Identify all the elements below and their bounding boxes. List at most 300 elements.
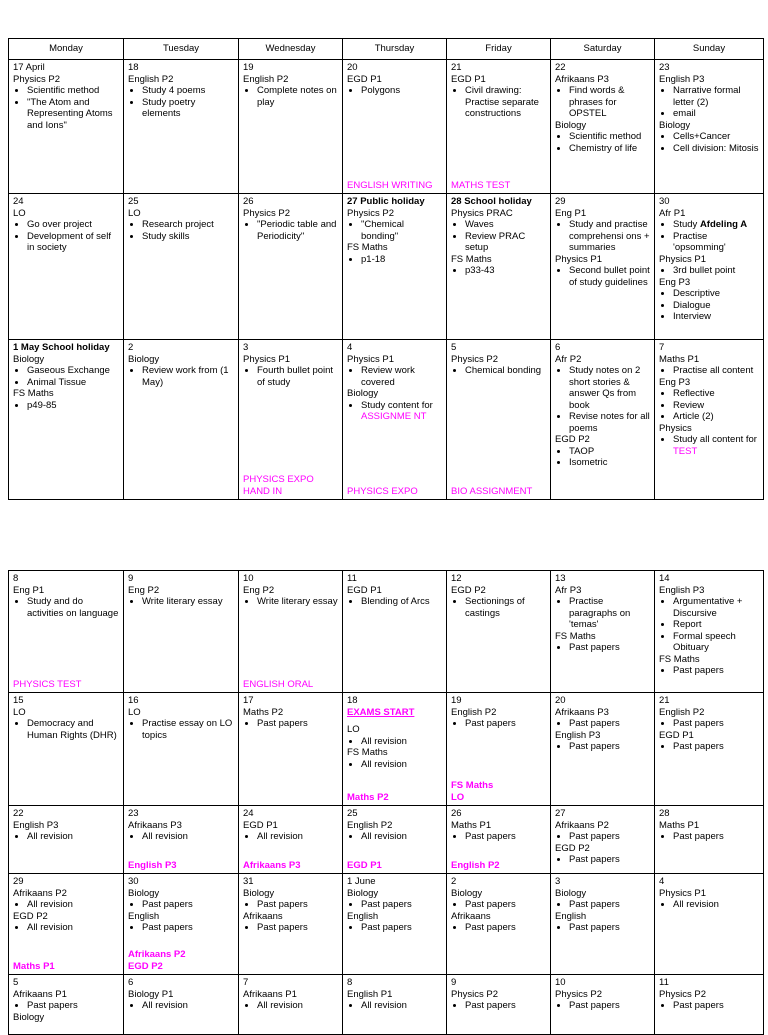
date-label: 24	[13, 196, 24, 207]
task-item	[673, 434, 759, 457]
date-label: 20	[555, 695, 566, 706]
task-list	[659, 434, 759, 457]
task-list	[659, 365, 759, 377]
subject-label: Physics P1	[347, 353, 394, 365]
subject-label: English	[347, 910, 379, 922]
subject-label: English	[555, 910, 587, 922]
day-cell[interactable]	[447, 571, 551, 693]
day-header-saturday: Saturday	[551, 39, 655, 60]
subject-label: English P2	[128, 73, 174, 85]
date-label: 16	[128, 695, 139, 706]
subject-label: Eng P3	[659, 376, 691, 388]
task-item: • Research project	[142, 219, 234, 231]
task-list	[128, 596, 234, 608]
task-item: • Review work covered	[361, 365, 442, 388]
task-item: • Review work from (1 May)	[142, 365, 234, 388]
day-cell[interactable]	[343, 340, 447, 500]
task-list	[659, 899, 759, 911]
exam-tag: Maths P1	[13, 960, 55, 972]
task-list	[128, 922, 234, 934]
day-cell[interactable]	[343, 693, 447, 806]
task-list	[555, 642, 650, 654]
day-cell[interactable]	[447, 975, 551, 1035]
task-item: • p49-85	[27, 400, 119, 412]
event-tag: ENGLISH ORAL	[243, 678, 314, 690]
day-cell[interactable]	[124, 194, 239, 340]
task-list	[451, 85, 546, 120]
subject-label: English	[128, 910, 160, 922]
week-row-8	[9, 975, 764, 1035]
day-cell[interactable]	[655, 975, 764, 1035]
subject-label: Physics	[659, 422, 692, 434]
task-item: • Argumentative + Discursive	[673, 596, 759, 619]
subject-label: Biology	[13, 353, 45, 365]
subject-label: FS Maths	[347, 242, 388, 253]
date-label: 9	[128, 573, 134, 584]
subject-label: Eng P2	[243, 584, 275, 596]
subject-label: LO	[128, 207, 141, 219]
task-item: • Cells+Cancer	[673, 131, 759, 143]
day-cell[interactable]	[655, 806, 764, 874]
day-cell[interactable]	[551, 60, 655, 194]
subject-label: Eng P3	[659, 276, 691, 288]
day-cell[interactable]	[551, 975, 655, 1035]
task-list	[128, 219, 234, 242]
task-list	[243, 85, 338, 108]
task-list	[347, 596, 442, 608]
week-row-7	[9, 874, 764, 975]
date-label: 21	[451, 62, 462, 73]
exam-tag-group	[128, 949, 186, 972]
day-cell[interactable]	[447, 340, 551, 500]
task-list	[451, 718, 546, 730]
day-cell[interactable]	[343, 571, 447, 693]
week-row-5	[9, 693, 764, 806]
task-item: • Study and do activities on language	[27, 596, 119, 619]
task-list	[451, 922, 546, 934]
day-cell[interactable]	[447, 693, 551, 806]
task-item: • Study notes on 2 short stories & answer Qs from book	[569, 365, 650, 411]
day-cell[interactable]	[655, 194, 764, 340]
task-item: • Past papers	[569, 718, 650, 730]
exam-tag: English P3	[128, 859, 177, 871]
subject-label: EGD P2	[555, 842, 590, 854]
task-item: • Past papers	[569, 922, 650, 934]
task-item: • Past papers	[569, 642, 650, 654]
subject-label: Physics P2	[659, 988, 706, 1000]
subject-label: Maths P1	[659, 819, 700, 831]
task-list	[659, 85, 759, 120]
day-cell[interactable]	[124, 874, 239, 975]
day-cell[interactable]	[343, 806, 447, 874]
subject-label: Physics P1	[659, 887, 706, 899]
exam-tag-group	[451, 780, 493, 803]
date-label: 15	[13, 695, 24, 706]
date-label: 26	[451, 808, 462, 819]
task-item: • "Periodic table and Periodicity"	[257, 219, 338, 242]
date-label: 22	[555, 62, 566, 73]
task-list	[243, 718, 338, 730]
task-item: • Revise notes for all poems	[569, 411, 650, 434]
day-cell[interactable]	[124, 571, 239, 693]
task-item: • Study skills	[142, 231, 234, 243]
task-item: • Past papers	[673, 718, 759, 730]
exam-tag: Maths P2	[347, 791, 389, 803]
task-item: • Reflective	[673, 388, 759, 400]
task-item: • All revision	[361, 759, 442, 771]
date-label: 23	[659, 62, 670, 73]
exam-tag: LO	[451, 791, 465, 803]
day-cell[interactable]	[239, 340, 343, 500]
task-list	[243, 365, 338, 388]
subject-label: Maths P1	[659, 353, 700, 365]
task-item: • Past papers	[673, 831, 759, 843]
task-item: • Past papers	[569, 741, 650, 753]
task-item: • "Chemical bonding"	[361, 219, 442, 242]
subject-label: Physics P2	[347, 207, 394, 219]
task-item: • Past papers	[673, 1000, 759, 1012]
day-cell[interactable]	[9, 60, 124, 194]
task-item: • Practise paragraphs on 'temas'	[569, 596, 650, 631]
task-item: • Past papers	[465, 899, 546, 911]
task-item: • All revision	[361, 1000, 442, 1012]
day-cell[interactable]	[124, 806, 239, 874]
task-list	[451, 1000, 546, 1012]
task-list	[347, 400, 442, 423]
task-item: • Civil drawing: Practise separate constructions	[465, 85, 546, 120]
day-cell[interactable]	[9, 571, 124, 693]
subject-label: Afr P2	[555, 353, 582, 365]
subject-label: English P3	[13, 819, 59, 831]
subject-label: EGD P1	[659, 729, 694, 741]
task-item: • Narrative formal letter (2)	[673, 85, 759, 108]
date-label: 18	[347, 695, 358, 706]
task-text: Study	[673, 219, 700, 230]
task-list	[347, 219, 442, 242]
task-item: • Past papers	[361, 922, 442, 934]
subject-label: Biology	[347, 388, 379, 399]
day-cell[interactable]	[655, 874, 764, 975]
day-cell[interactable]	[239, 60, 343, 194]
day-cell[interactable]	[124, 60, 239, 194]
exam-start-label: EXAMS START	[347, 706, 415, 718]
date-label: 3	[243, 342, 249, 353]
subject-label: Biology	[128, 353, 160, 365]
subject-label: Afrikaans P1	[243, 988, 297, 1000]
day-header-tuesday: Tuesday	[124, 39, 239, 60]
day-cell[interactable]	[447, 60, 551, 194]
task-list	[659, 596, 759, 654]
task-list	[347, 831, 442, 843]
subject-label: EGD P2	[13, 910, 48, 922]
task-list	[243, 1000, 338, 1012]
task-item: • 3rd bullet point	[673, 265, 759, 277]
subject-label: Maths P2	[243, 706, 284, 718]
subject-label: Biology	[347, 887, 379, 899]
task-item: • All revision	[27, 922, 119, 934]
subject-label: English P3	[659, 584, 705, 596]
day-header-wednesday: Wednesday	[239, 39, 343, 60]
day-header-thursday: Thursday	[343, 39, 447, 60]
subject-label: English P2	[243, 73, 289, 85]
task-item: • Past papers	[673, 741, 759, 753]
task-item: • Past papers	[257, 922, 338, 934]
date-label: 1 June	[347, 876, 376, 887]
day-header-row	[9, 39, 764, 60]
subject-label: LO	[128, 706, 141, 718]
task-list	[128, 85, 234, 120]
date-label: 5	[13, 977, 19, 988]
subject-label: Physics P1	[659, 253, 706, 265]
task-item: • Isometric	[569, 457, 650, 469]
date-label: 29	[555, 196, 566, 207]
date-label: 29	[13, 876, 24, 887]
date-label: 3	[555, 876, 561, 887]
task-item: • Democracy and Human Rights (DHR)	[27, 718, 119, 741]
day-cell[interactable]	[343, 874, 447, 975]
task-text: Study content for	[361, 399, 433, 411]
task-item: • All revision	[257, 1000, 338, 1012]
task-list	[555, 899, 650, 911]
day-cell[interactable]	[239, 874, 343, 975]
task-list	[13, 219, 119, 254]
subject-label: Biology	[13, 1011, 45, 1023]
day-cell[interactable]	[9, 693, 124, 806]
task-list	[659, 131, 759, 154]
task-highlight: TEST	[673, 445, 698, 457]
task-item: • Past papers	[569, 831, 650, 843]
day-cell[interactable]	[655, 340, 764, 500]
day-cell[interactable]	[655, 693, 764, 806]
task-list	[555, 741, 650, 753]
date-label: 6	[128, 977, 134, 988]
subject-label: FS Maths	[13, 388, 54, 399]
subject-label: Eng P1	[555, 207, 587, 219]
date-label: 30	[659, 196, 670, 207]
task-list	[128, 831, 234, 843]
day-cell[interactable]	[447, 874, 551, 975]
task-list	[243, 922, 338, 934]
task-item: • Past papers	[361, 899, 442, 911]
subject-label: EGD P1	[243, 819, 278, 831]
task-item: • Write literary essay	[257, 596, 338, 608]
task-list	[243, 596, 338, 608]
subject-label: Eng P2	[128, 584, 160, 596]
task-item: • Descriptive	[673, 288, 759, 300]
task-list	[347, 365, 442, 388]
subject-label: FS Maths	[555, 630, 596, 642]
task-list	[555, 365, 650, 434]
task-list	[13, 596, 119, 619]
date-label: 8	[347, 977, 353, 988]
task-item: • Past papers	[569, 1000, 650, 1012]
week-row-6	[9, 806, 764, 874]
date-label: 10	[243, 573, 254, 584]
task-item: • Past papers	[142, 922, 234, 934]
day-cell[interactable]	[551, 806, 655, 874]
date-label: 10	[555, 977, 566, 988]
day-cell[interactable]	[239, 975, 343, 1035]
subject-label: EGD P2	[555, 434, 590, 445]
day-cell[interactable]	[124, 693, 239, 806]
task-list	[13, 400, 119, 412]
task-list	[555, 596, 650, 631]
task-item: • Chemistry of life	[569, 143, 650, 155]
day-cell[interactable]	[124, 975, 239, 1035]
task-list	[451, 831, 546, 843]
day-cell[interactable]	[551, 194, 655, 340]
day-cell[interactable]	[447, 194, 551, 340]
date-label: 11	[347, 573, 357, 584]
week-row-2	[9, 194, 764, 340]
task-item: • Formal speech Obituary	[673, 631, 759, 654]
event-tag: BIO ASSIGNMENT	[451, 485, 533, 497]
subject-label: Biology	[555, 887, 587, 899]
task-item: • Find words & phrases for OPSTEL	[569, 85, 650, 120]
day-cell[interactable]	[9, 340, 124, 500]
task-item: • Polygons	[361, 85, 442, 97]
day-cell[interactable]	[343, 60, 447, 194]
day-header-sunday: Sunday	[655, 39, 764, 60]
date-label: 27 Public holiday	[347, 196, 425, 207]
date-label: 17 April	[13, 62, 45, 73]
task-list	[347, 85, 442, 97]
task-list	[659, 665, 759, 677]
task-item: • All revision	[142, 831, 234, 843]
task-item: • Practise all content	[673, 365, 759, 377]
subject-label: FS Maths	[451, 253, 492, 265]
subject-label: Physics P2	[13, 73, 60, 85]
task-list	[555, 1000, 650, 1012]
day-cell[interactable]	[239, 194, 343, 340]
subject-label: Eng P1	[13, 584, 45, 596]
day-cell[interactable]	[655, 60, 764, 194]
task-item: • Past papers	[257, 899, 338, 911]
task-list	[347, 254, 442, 266]
task-list	[451, 265, 546, 277]
task-item: • Past papers	[465, 831, 546, 843]
date-label: 14	[659, 573, 670, 584]
task-list	[555, 85, 650, 120]
subject-label: English P2	[659, 706, 705, 718]
task-list	[128, 899, 234, 911]
day-cell[interactable]	[9, 975, 124, 1035]
subject-label: LO	[13, 706, 26, 718]
date-label: 31	[243, 876, 254, 887]
task-item: • Interview	[673, 311, 759, 323]
day-cell[interactable]	[239, 571, 343, 693]
task-item: • Animal Tissue	[27, 377, 119, 389]
subject-label: LO	[13, 207, 26, 219]
task-item: • All revision	[257, 831, 338, 843]
task-list	[659, 1000, 759, 1012]
day-cell[interactable]	[551, 340, 655, 500]
task-list	[243, 219, 338, 242]
day-cell[interactable]	[343, 194, 447, 340]
date-label: 17	[243, 695, 254, 706]
day-cell[interactable]	[343, 975, 447, 1035]
date-label: 18	[128, 62, 139, 73]
subject-label: Biology	[451, 887, 483, 899]
task-list	[659, 831, 759, 843]
date-label: 11	[659, 977, 669, 988]
task-item: • Study 4 poems	[142, 85, 234, 97]
task-list	[555, 219, 650, 254]
day-cell[interactable]	[551, 571, 655, 693]
task-item: • Review	[673, 400, 759, 412]
date-label: 25	[347, 808, 358, 819]
task-text: Study all content for	[673, 434, 757, 445]
task-item: • Fourth bullet point of study	[257, 365, 338, 388]
date-label: 6	[555, 342, 561, 353]
task-item: • Blending of Arcs	[361, 596, 442, 608]
task-item: • Practise 'opsomming'	[673, 231, 759, 254]
task-list	[13, 899, 119, 911]
day-cell[interactable]	[124, 340, 239, 500]
subject-label: Physics P2	[451, 988, 498, 1000]
task-item: • Sectionings of castings	[465, 596, 546, 619]
date-label: 30	[128, 876, 139, 887]
subject-label: Afrikaans P3	[128, 819, 182, 831]
task-item: • All revision	[361, 831, 442, 843]
date-label: 2	[451, 876, 457, 887]
exam-tag: FS Maths	[451, 780, 494, 791]
day-cell[interactable]	[239, 806, 343, 874]
date-label: 19	[451, 695, 462, 706]
day-cell[interactable]	[551, 693, 655, 806]
task-list	[555, 831, 650, 843]
task-item: • Past papers	[27, 1000, 119, 1012]
date-label: 24	[243, 808, 254, 819]
day-cell[interactable]	[9, 194, 124, 340]
date-label: 19	[243, 62, 254, 73]
task-list	[659, 219, 759, 254]
task-item: • Waves	[465, 219, 546, 231]
day-cell[interactable]	[551, 874, 655, 975]
day-cell[interactable]	[655, 571, 764, 693]
exam-tag: English P2	[451, 859, 500, 871]
date-label: 26	[243, 196, 254, 207]
task-list	[347, 922, 442, 934]
task-item: • Report	[673, 619, 759, 631]
subject-label: Maths P1	[451, 819, 492, 831]
date-label: 2	[128, 342, 134, 353]
subject-label: Biology P1	[128, 988, 174, 1000]
day-header-monday: Monday	[9, 39, 124, 60]
task-list	[243, 831, 338, 843]
subject-label: EGD P1	[451, 73, 486, 85]
subject-label: EGD P2	[451, 584, 486, 596]
exam-tag: Afrikaans P2	[128, 949, 186, 960]
task-item	[361, 400, 442, 423]
date-label: 28	[659, 808, 670, 819]
event-tag: PHYSICS EXPO	[347, 485, 418, 497]
day-cell[interactable]	[447, 806, 551, 874]
task-item: • Study and practise comprehensi ons + summaries	[569, 219, 650, 254]
task-item: • All revision	[27, 899, 119, 911]
day-cell[interactable]	[9, 806, 124, 874]
task-item: • All revision	[27, 831, 119, 843]
date-label: 8	[13, 573, 19, 584]
subject-label: Biology	[659, 119, 691, 131]
day-header-friday: Friday	[447, 39, 551, 60]
task-list	[13, 718, 119, 741]
day-cell[interactable]	[239, 693, 343, 806]
subject-label: English P3	[555, 729, 601, 741]
subject-label: Biology	[128, 887, 160, 899]
day-cell[interactable]	[9, 874, 124, 975]
task-item: • Past papers	[142, 899, 234, 911]
